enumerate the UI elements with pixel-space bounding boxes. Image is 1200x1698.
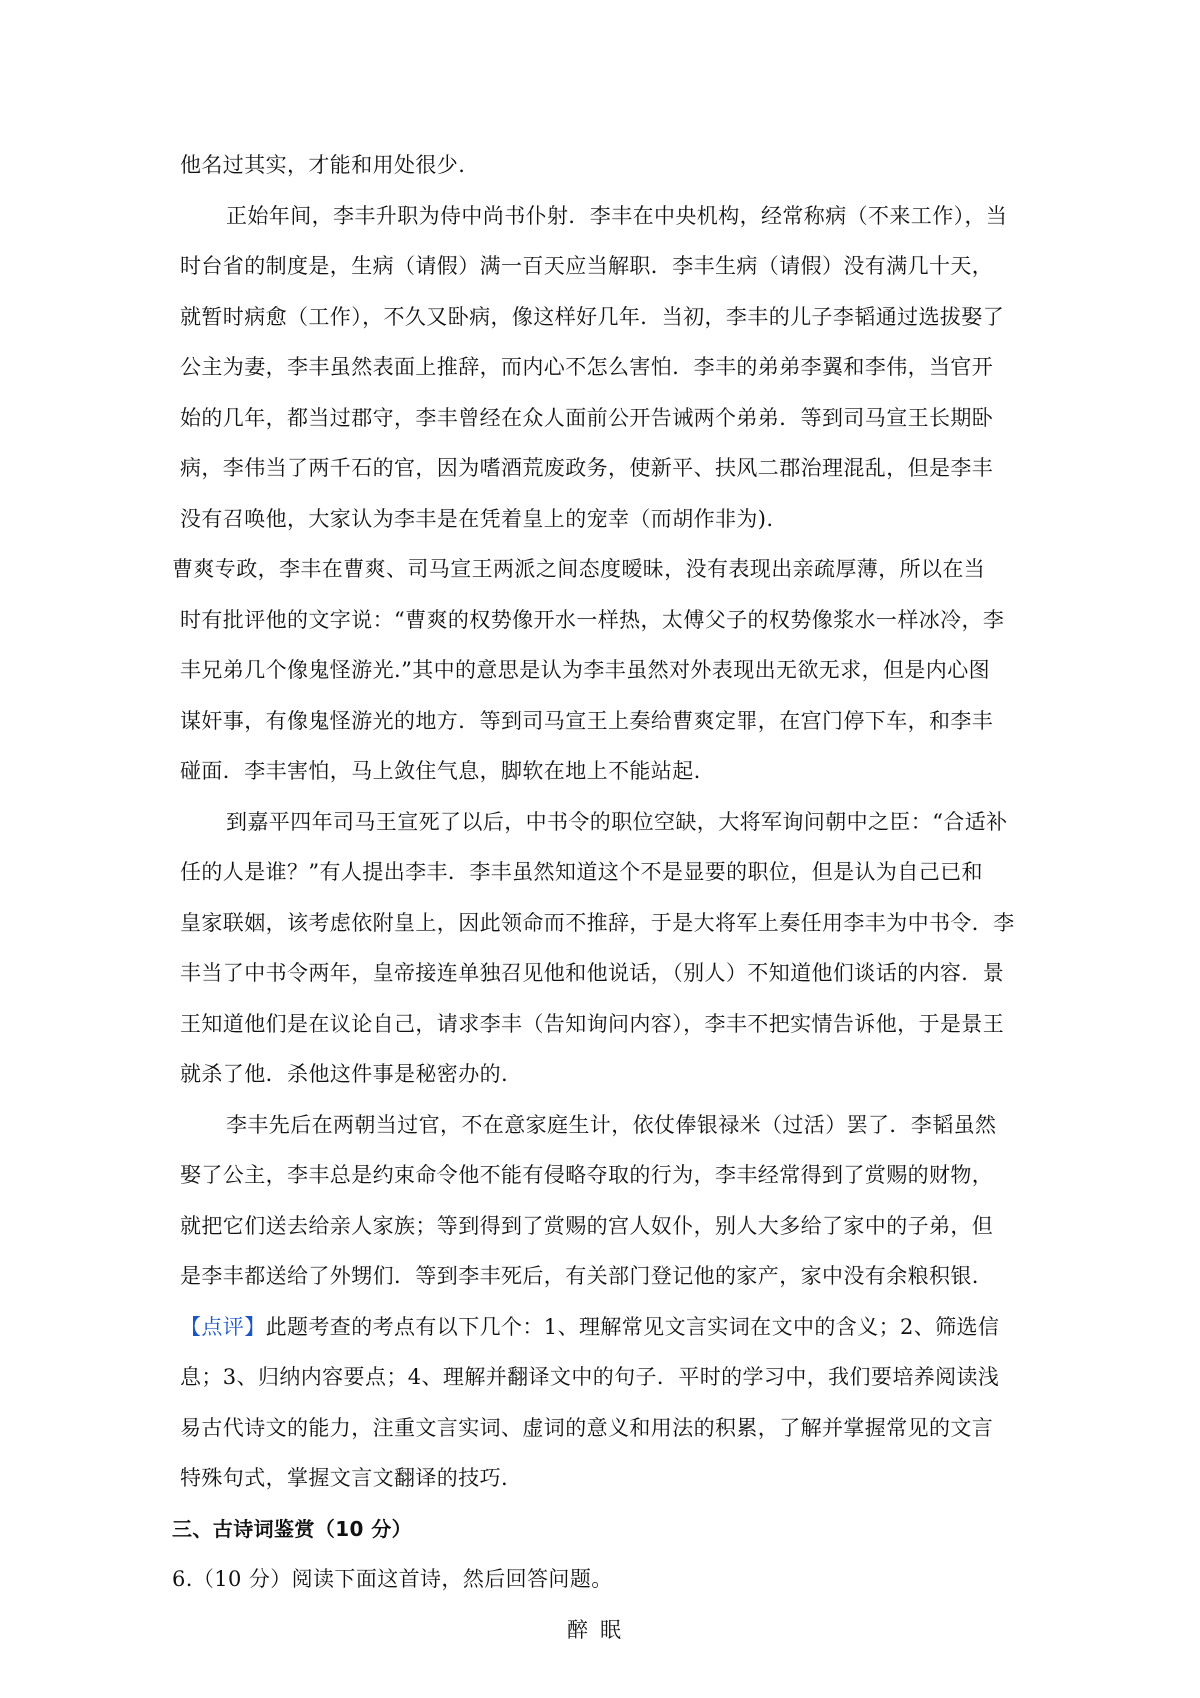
paragraph-5-line: 就把它们送去给亲人家族；等到得到了赏赐的宫人奴仆，别人大多给了家中的子弟，但	[180, 1213, 994, 1238]
paragraph-2-line: 没有召唤他，大家认为李丰是在凭着皇上的宠幸（而胡作非为).	[180, 506, 774, 531]
paragraph-5-line: 李丰先后在两朝当过官，不在意家庭生计，依仗俸银禄米（过活）罢了．李韬虽然	[226, 1112, 997, 1137]
paragraph-3-line: 碰面．李丰害怕，马上敛住气息，脚软在地上不能站起.	[180, 759, 701, 783]
paragraph-2-line: 正始年间，李丰升职为侍中尚书仆射．李丰在中央机构，经常称病（不来工作），当	[226, 203, 1008, 228]
document-page	[172, 140, 1020, 1655]
paragraph-4-line: 就杀了他．杀他这件事是秘密办的.	[180, 1062, 509, 1086]
paragraph-4-line: 任的人是谁？”有人提出李丰．李丰虽然知道这个不是显要的职位，但是认为自己已和	[180, 860, 983, 884]
paragraph-1-line: 他名过其实，才能和用处很少.	[180, 153, 466, 177]
paragraph-3	[172, 544, 1020, 797]
paragraph-2-line: 始的几年，都当过郡守，李丰曾经在众人面前公开告诫两个弟弟．等到司马宣王长期卧	[180, 405, 994, 430]
paragraph-4-line: 王知道他们是在议论自己，请求李丰（告知询问内容），李丰不把实情告诉他，于是景王	[180, 1011, 1005, 1036]
paragraph-3-line: 曹爽专政，李丰在曹爽、司马宣王两派之间态度暧昧，没有表现出亲疏厚薄，所以在当	[172, 557, 986, 581]
paragraph-4-line: 皇家联姻，该考虑依附皇上，因此领命而不推辞，于是大将军上奏任用李丰为中书令．李	[180, 910, 1015, 935]
paragraph-4-line: 丰当了中书令两年，皇帝接连单独召见他和他说话，（别人）不知道他们谈话的内容．景	[180, 961, 1005, 985]
poem-title: 醉眠	[567, 1617, 633, 1642]
paragraph-3-line: 丰兄弟几个像鬼怪游光.”其中的意思是认为李丰虽然对外表现出无欲无求，但是内心图	[180, 658, 991, 682]
section-heading: 三、古诗词鉴赏（10 分）	[172, 1516, 412, 1541]
paragraph-5-line: 是李丰都送给了外甥们．等到李丰死后，有关部门登记他的家产，家中没有余粮积银.	[180, 1264, 979, 1288]
paragraph-4	[180, 797, 1020, 1100]
comment-tag: 【点评】	[180, 1314, 266, 1339]
paragraph-4-line: 到嘉平四年司马王宣死了以后，中书令的职位空缺，大将军询问朝中之臣：“合适补	[226, 809, 1008, 834]
paragraph-2-line: 时台省的制度是，生病（请假）满一百天应当解职．李丰生病（请假）没有满几十天，	[180, 254, 994, 278]
question-6-prompt: 6.（10 分）阅读下面这首诗，然后回答问题。	[172, 1567, 613, 1591]
paragraph-2	[180, 191, 1020, 545]
paragraph-3-line: 谋奸事，有像鬼怪游光的地方．等到司马宣王上奏给曹爽定罪，在宫门停下车，和李丰	[180, 708, 994, 733]
comment-text: 此题考查的考点有以下几个：1、理解常见文言实词在文中的含义；2、筛选信	[265, 1314, 1000, 1339]
comment-line: 特殊句式，掌握文言文翻译的技巧.	[180, 1466, 509, 1490]
paragraph-2-line: 病，李伟当了两千石的官，因为嗜酒荒废政务，使新平、扶风二郡治理混乱，但是李丰	[180, 456, 994, 480]
comment-first-line	[180, 1302, 1020, 1353]
paragraph-2-line: 就暂时病愈（工作），不久又卧病，像这样好几年．当初，李丰的儿子李韬通过选拔娶了	[180, 304, 1005, 329]
paragraph-3-line: 时有批评他的文字说：“曹爽的权势像开水一样热，太傅父子的权势像浆水一样冰冷，李	[180, 607, 1005, 632]
comment-block	[180, 1302, 1020, 1504]
paragraph-5-line: 娶了公主，李丰总是约束命令他不能有侵略夺取的行为，李丰经常得到了赏赐的财物，	[180, 1163, 994, 1187]
comment-line: 息；3、归纳内容要点；4、理解并翻译文中的句子．平时的学习中，我们要培养阅读浅	[180, 1365, 1000, 1389]
comment-line: 易古代诗文的能力，注重文言实词、虚词的意义和用法的积累，了解并掌握常见的文言	[180, 1415, 994, 1440]
paragraph-2-line: 公主为妻，李丰虽然表面上推辞，而内心不怎么害怕．李丰的弟弟李翼和李伟，当官开	[180, 355, 994, 379]
paragraph-5	[180, 1100, 1020, 1302]
